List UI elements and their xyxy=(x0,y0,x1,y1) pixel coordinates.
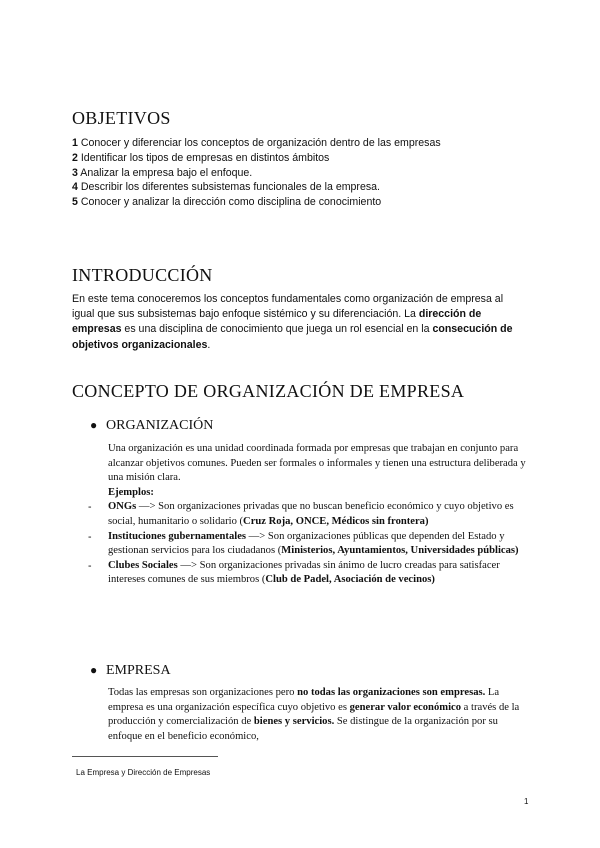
example-label: ONGs xyxy=(108,501,137,513)
ejemplos-label: Ejemplos: xyxy=(108,486,154,498)
example-bold: Ministerios, Ayuntamientos, Universidades públicas) xyxy=(281,545,519,557)
dash-marker: - xyxy=(88,530,92,543)
intro-text: En este tema conoceremos los conceptos fundamentales como organización de empresa al igual que sus subsistemas bajo enfoque sistémico y su diferenciación. La xyxy=(72,293,504,321)
example-item xyxy=(88,559,528,588)
example-item xyxy=(88,500,528,529)
organizacion-body xyxy=(88,442,528,588)
objetivo-number: 5 xyxy=(72,196,78,209)
example-item xyxy=(88,530,528,559)
dash-marker: - xyxy=(88,501,92,514)
objetivo-item xyxy=(72,151,441,166)
objetivo-text: Conocer y analizar la dirección como disciplina de conocimiento xyxy=(80,196,382,209)
example-label: Clubes Sociales xyxy=(108,559,178,571)
empresa-text: La empresa es una organización específica cuyo objetivo es xyxy=(108,687,500,713)
objetivo-text: Describir los diferentes subsistemas funcionales de la empresa. xyxy=(80,181,380,194)
example-text: Son organizaciones privadas sin ánimo de lucro creadas para satisfacer intereses comunes de sus miembros ( xyxy=(108,559,500,586)
bullet-icon: ● xyxy=(90,663,98,677)
organizacion-definition: Una organización es una unidad coordinada formada por empresas que trabajan en conjunto para alcanzar objetivos comunes. Pueden ser formales o informales y tienen una estructura deliberada y una misión clara. xyxy=(108,443,526,484)
example-bold: Cruz Roja, ONCE, Médicos sin frontera) xyxy=(243,515,429,527)
example-arrow: —> xyxy=(177,559,200,571)
concepto-heading: CONCEPTO DE ORGANIZACIÓN DE EMPRESA xyxy=(72,381,465,401)
organizacion-bullet xyxy=(90,418,213,434)
example-bold: Club de Padel, Asociación de vecinos) xyxy=(265,574,435,586)
empresa-text: a través de la producción y comercialización de xyxy=(108,701,520,728)
objetivo-number: 1 xyxy=(72,137,78,149)
empresa-text: Todas las empresas son organizaciones pero xyxy=(108,687,298,698)
empresa-heading: EMPRESA xyxy=(106,663,171,678)
example-text: Son organizaciones públicas que dependen del Estado y gestionan servicios para los ciudadanos ( xyxy=(108,530,505,557)
introduccion-heading: INTRODUCCIÓN xyxy=(72,265,213,285)
objetivo-text: Conocer y diferenciar los conceptos de organización dentro de las empresas xyxy=(80,137,441,149)
empresa-text: Se distingue de la organización por su enfoque en el beneficio económico, xyxy=(108,716,498,742)
dash-marker: - xyxy=(88,559,92,572)
objetivos-heading: OBJETIVOS xyxy=(72,108,171,128)
objetivo-text: Identificar los tipos de empresas en distintos ámbitos xyxy=(80,151,330,164)
intro-bold: consecución de objetivos organizacionales xyxy=(72,323,513,351)
empresa-bold: bienes y servicios. xyxy=(253,716,335,728)
example-arrow: —> xyxy=(246,530,268,542)
introduccion-paragraph xyxy=(72,292,528,353)
page-number: 1 xyxy=(524,797,529,806)
intro-bold: dirección de empresas xyxy=(72,308,482,336)
example-text: Son organizaciones privadas que no buscan beneficio económico y cuyo objetivo es social, humanitario o solidario ( xyxy=(108,501,514,527)
empresa-bullet xyxy=(90,663,171,679)
objetivo-item xyxy=(72,180,441,195)
footnote: La Empresa y Dirección de Empresas xyxy=(76,768,211,777)
objetivo-item xyxy=(72,195,441,210)
example-label: Instituciones gubernamentales xyxy=(108,530,247,542)
footnote-separator xyxy=(72,756,218,757)
organizacion-heading: ORGANIZACIÓN xyxy=(106,418,214,433)
objetivos-list xyxy=(72,136,441,210)
example-arrow: —> xyxy=(136,501,159,513)
bullet-icon: ● xyxy=(90,418,98,432)
objetivo-number: 3 xyxy=(72,166,78,179)
objetivo-number: 2 xyxy=(72,151,78,164)
objetivo-item xyxy=(72,166,441,181)
empresa-bold: no todas las organizaciones son empresas. xyxy=(297,687,486,698)
objetivo-number: 4 xyxy=(72,181,78,194)
objetivo-item xyxy=(72,136,441,151)
objetivo-text: Analizar la empresa bajo el enfoque. xyxy=(80,166,253,179)
empresa-body xyxy=(108,686,528,744)
intro-text: es una disciplina de conocimiento que juega un rol esencial en la xyxy=(121,323,433,336)
empresa-bold: generar valor económico xyxy=(349,701,462,713)
intro-text: . xyxy=(207,338,211,351)
